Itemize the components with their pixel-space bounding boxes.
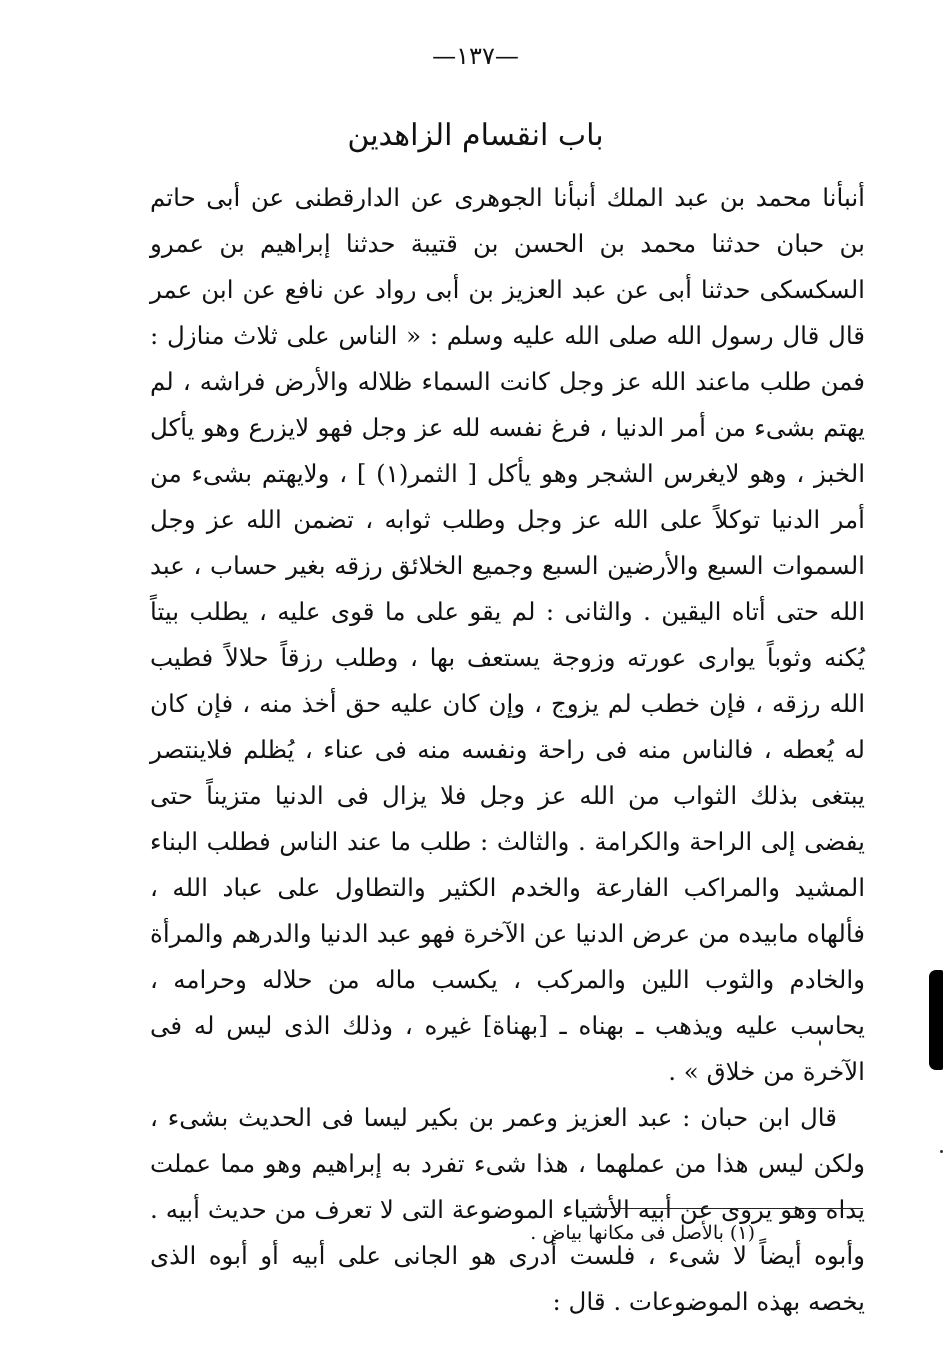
footnote: (١) بالأصل فى مكانها بياض .: [530, 1222, 755, 1244]
paragraph-commentary: قال ابن حبان : عبد العزيز وعمر بن بكير ليسا فى الحديث بشىء ، ولكن ليس هذا من عملهما ، هذا شىء تفرد به إبراهيم وهو مما عملت يداه وهو يروى عن أبيه الأشياء الموضوعة التى لا تعرف من حديث أبيه . وأبوه أيضاً لا شىء ، فلست أدرى هو الجانى على أبيه أو أبوه الذى يخصه بهذه الموضوعات . قال :: [150, 1103, 865, 1316]
footnote-divider: [588, 1208, 863, 1209]
scan-margin-mark: [929, 970, 943, 1070]
paragraph-hadith: أنبأنا محمد بن عبد الملك أنبأنا الجوهرى عن الدارقطنى عن أبى حاتم بن حبان حدثنا محمد بن الحسن بن قتيبة حدثنا إبراهيم بن عمرو السكسكى حدثنا أبى عن عبد العزيز بن أبى رواد عن نافع عن ابن عمر قال قال رسول الله صلى الله عليه وسلم : « الناس على ثلاث منازل : فمن طلب ماعند الله عز وجل كانت السماء ظلاله والأرض فراشه ، لم يهتم بشىء من أمر الدنيا ، فرغ نفسه لله عز وجل فهو لايزرع وهو يأكل الخبز ، وهو لايغرس الشجر وهو يأكل [ الثمر(١) ] ، ولايهتم بشىء من أمر الدنيا توكلاً على الله عز وجل وطلب ثوابه ، تضمن الله عز وجل السموات السبع والأرضين السبع وجميع الخلائق رزقه بغير حساب ، عبد الله حتى أتاه اليقين . والثانى : لم يقو على ما قوى عليه ، يطلب بيتاً يُكنه وثوباً يوارى عورته وزوجة يستعف بها ، وطلب رزقاً حلالاً فطيب الله رزقه ، فإن خطب لم يزوج ، وإن كان عليه حق أخذ منه ، فإن كان له يُعطه ، فالناس منه فى راحة ونفسه منه فى عناء ، يُظلم فلاينتصر يبتغى بذلك الثواب من الله عز وجل فلا يزال فى الدنيا متزيناً حتى يفضى إلى الراحة والكرامة . والثالث : طلب ما عند الناس فطلب البناء المشيد والمراكب الفارعة والخدم الكثير والتطاول على عباد الله ، فألهاه مابيده من عرض الدنيا عن الآخرة فهو عبد الدنيا والدرهم والمرأة والخادم والثوب اللين والمركب ، يكسب ماله من حلاله وحرامه ، يحاسب عليه ويذهب ـ بهناه ـ [بهناة] غيره ، وذلك الذى ليس له فى الآخرة من خلاق » .: [150, 183, 865, 1086]
scan-speck: [819, 1040, 821, 1046]
page-number: —١٣٧—: [432, 42, 519, 70]
body-text: [150, 175, 865, 1325]
chapter-title: باب انقسام الزاهدين: [347, 118, 604, 153]
scan-speck: [940, 1150, 943, 1153]
